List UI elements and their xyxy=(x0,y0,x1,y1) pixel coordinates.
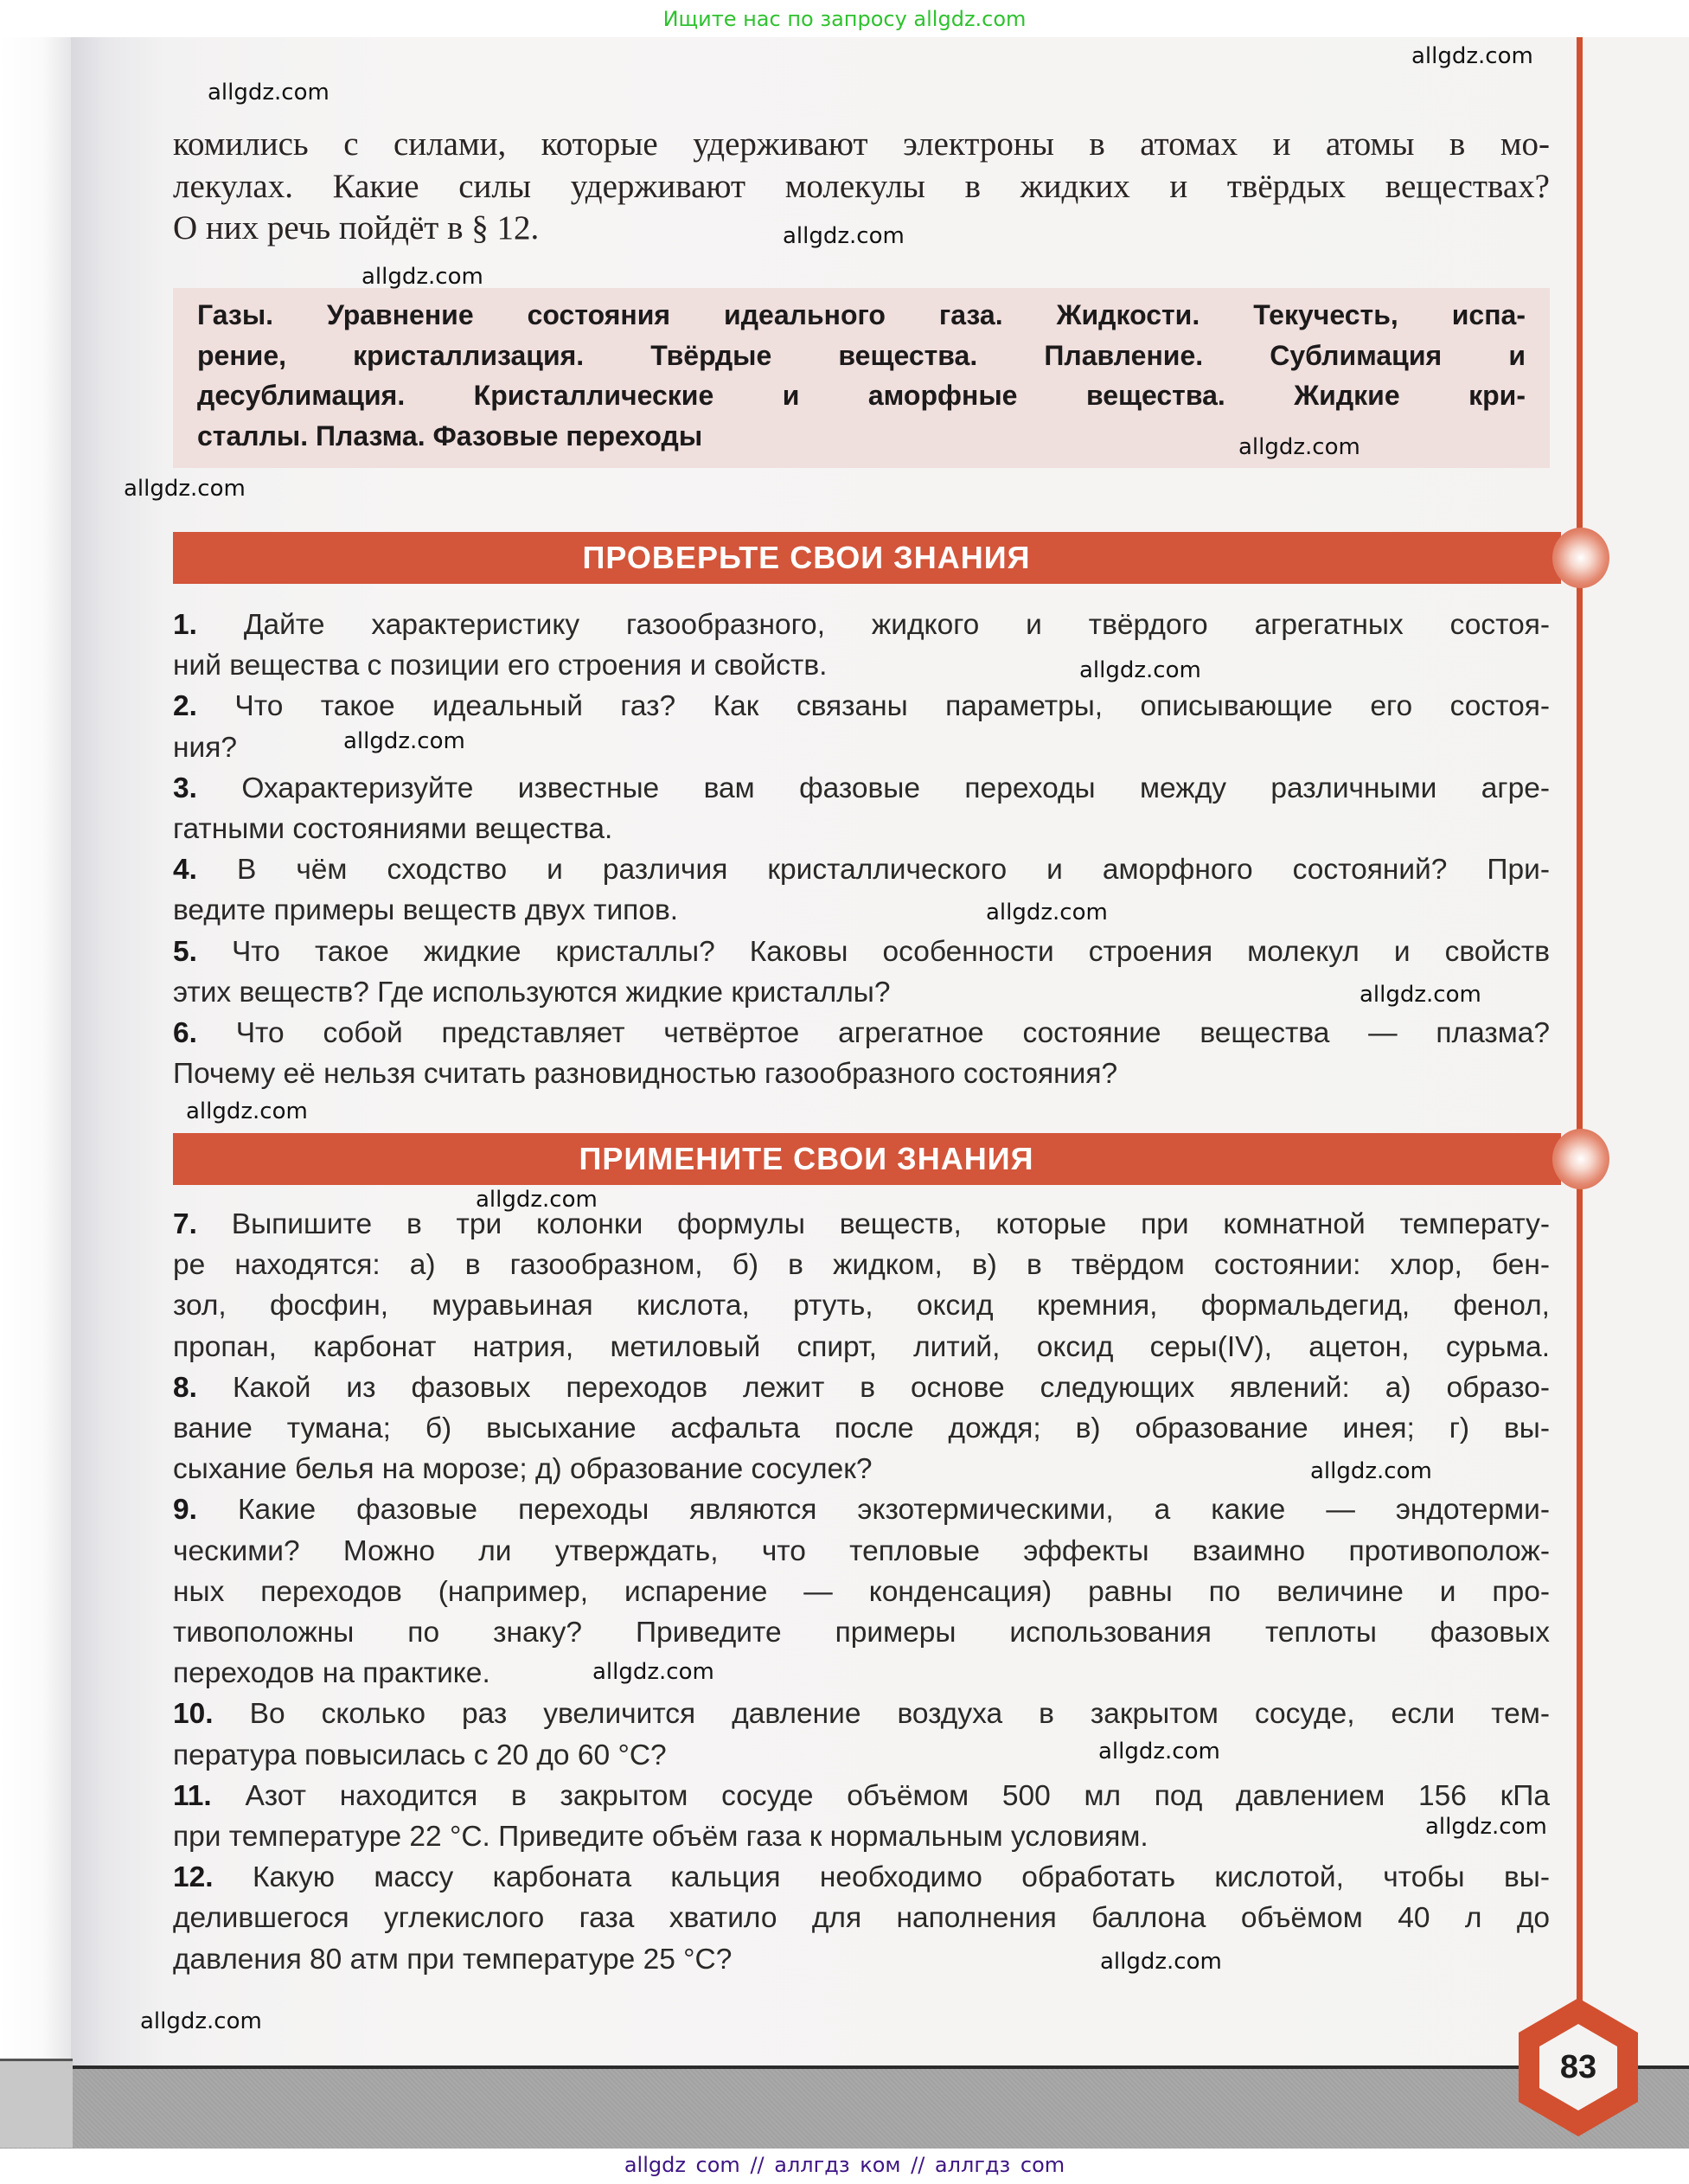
question-text: Охарактеризуйте известные вам фазовые переходы между различными агре- xyxy=(241,772,1550,804)
question-text: Дайте характеристику газообразного, жидкого и твёрдого агрегатных состоя- xyxy=(243,609,1550,641)
question-text: Азот находится в закрытом сосуде объёмом 500 мл под давлением 156 кПа xyxy=(245,1779,1550,1812)
watermark-text: allgdz.com xyxy=(1411,43,1533,69)
question-text: Выпишите в три колонки формулы веществ, которые при комнатной температу- xyxy=(231,1208,1550,1240)
watermark-text: allgdz.com xyxy=(1098,1739,1220,1764)
question-number: 11. xyxy=(173,1779,212,1812)
watermark-text: allgdz.com xyxy=(783,223,905,249)
question-9-cont: ных переходов (например, испарение — конденсация) равны по величине и про- xyxy=(173,1575,1550,1608)
watermark-text: allgdz.com xyxy=(592,1659,714,1685)
watermark-text: allgdz.com xyxy=(343,728,465,754)
page-gutter xyxy=(0,37,71,2070)
question-number: 4. xyxy=(173,854,197,887)
question-number: 6. xyxy=(173,1017,197,1050)
question-number: 8. xyxy=(173,1371,197,1404)
question-number: 5. xyxy=(173,935,197,968)
question-text: Во сколько раз увеличится давление воздуха в закрытом сосуде, если тем- xyxy=(249,1698,1551,1731)
intro-line: лекулах. Какие силы удерживают молекулы в жидких и твёрдых веществах? xyxy=(173,167,1550,205)
question-12-cont: делившегося углекислого газа хватило для наполнения баллона объёмом 40 л до xyxy=(173,1902,1550,1935)
watermark-text: allgdz.com xyxy=(1425,1814,1547,1840)
question-6-cont: Почему её нельзя считать разновидностью газообразного состояния? xyxy=(173,1058,1118,1091)
banner-knob-icon xyxy=(1552,528,1609,588)
question-text: Какой из фазовых переходов лежит в основе следующих явлений: а) образо- xyxy=(232,1371,1550,1404)
bottom-watermark-banner: allgdz com // аллгдз ком // аллгдз com xyxy=(624,2153,1065,2177)
question-4-cont: ведите примеры веществ двух типов. xyxy=(173,894,679,927)
watermark-text: allgdz.com xyxy=(986,900,1108,925)
watermark-text: allgdz.com xyxy=(1100,1949,1222,1975)
question-6 xyxy=(173,1013,1550,1054)
section-title: ПРОВЕРЬТЕ СВОИ ЗНАНИЯ xyxy=(582,540,1031,575)
question-8 xyxy=(173,1367,1550,1408)
watermark-text: allgdz.com xyxy=(361,264,483,290)
question-9-cont: переходов на практике. xyxy=(173,1657,490,1690)
question-1 xyxy=(173,605,1550,645)
question-10-cont: пература повысилась с 20 до 60 °С? xyxy=(173,1739,667,1771)
watermark-text: allgdz.com xyxy=(186,1098,308,1124)
questions-apply-knowledge xyxy=(173,1204,1550,1980)
question-7-cont: пропан, карбонат натрия, метиловый спирт, литий, оксид серы(IV), ацетон, сурьма. xyxy=(173,1330,1550,1363)
question-number: 1. xyxy=(173,609,197,641)
keywords-line: Газы. Уравнение состояния идеального газа. Жидкости. Текучесть, испа- xyxy=(197,299,1526,330)
question-1-cont: ний вещества с позиции его строения и свойств. xyxy=(173,650,828,682)
keywords-line: десублимация. Кристаллические и аморфные вещества. Жидкие кри- xyxy=(197,380,1526,411)
intro-line: комились с силами, которые удерживают электроны в атомах и атомы в мо- xyxy=(173,125,1550,163)
watermark-text: allgdz.com xyxy=(1238,434,1360,460)
question-8-cont: сыхание белья на морозе; д) образование сосулек? xyxy=(173,1453,873,1486)
question-8-cont: вание тумана; б) высыхание асфальта после дождя; в) образование инея; г) вы- xyxy=(173,1412,1550,1445)
question-text: Какие фазовые переходы являются экзотермическими, а какие — эндотерми- xyxy=(237,1494,1550,1527)
keywords-line: сталлы. Плазма. Фазовые переходы xyxy=(197,420,703,452)
page-number-badge xyxy=(1515,1996,1641,2138)
question-11 xyxy=(173,1776,1550,1816)
watermark-text: allgdz.com xyxy=(140,2008,262,2034)
question-5 xyxy=(173,932,1550,972)
question-7-cont: ре находятся: а) в газообразном, б) в жидком, в) в твёрдом состоянии: хлор, бен- xyxy=(173,1249,1550,1282)
question-text: Что такое жидкие кристаллы? Каковы особенности строения молекул и свойств xyxy=(231,935,1550,968)
question-5-cont: этих веществ? Где используются жидкие кристаллы? xyxy=(173,976,891,1009)
question-9-cont: тивоположны по знаку? Приведите примеры использования теплоты фазовых xyxy=(173,1617,1550,1649)
watermark-text: allgdz.com xyxy=(124,476,246,502)
watermark-text: allgdz.com xyxy=(476,1187,598,1213)
questions-check-knowledge xyxy=(173,605,1550,1094)
intro-line: О них речь пойдёт в § 12. xyxy=(173,209,540,247)
question-number: 3. xyxy=(173,772,197,804)
section-banner-check-knowledge xyxy=(173,532,1561,584)
question-number: 10. xyxy=(173,1698,214,1731)
section-title: ПРИМЕНИТЕ СВОИ ЗНАНИЯ xyxy=(579,1141,1034,1176)
question-9 xyxy=(173,1489,1550,1530)
question-text: Что собой представляет четвёртое агрегатное состояние вещества — плазма? xyxy=(235,1017,1550,1050)
question-12-cont: давления 80 атм при температуре 25 °С? xyxy=(173,1943,733,1976)
question-number: 7. xyxy=(173,1208,197,1240)
question-text: В чём сходство и различия кристаллического и аморфного состояний? При- xyxy=(236,854,1550,887)
question-text: Какую массу карбоната кальция необходимо обработать кислотой, чтобы вы- xyxy=(252,1861,1550,1894)
margin-rule xyxy=(1577,37,1583,2009)
question-number: 12. xyxy=(173,1861,214,1894)
question-11-cont: при температуре 22 °С. Приведите объём газа к нормальным условиям. xyxy=(173,1821,1148,1854)
page-bottom-edge xyxy=(0,2066,1689,2149)
watermark-text: allgdz.com xyxy=(208,80,329,106)
question-10 xyxy=(173,1694,1550,1734)
question-2 xyxy=(173,686,1550,727)
watermark-text: allgdz.com xyxy=(1079,657,1201,683)
page-bottom-edge-left xyxy=(0,2059,73,2148)
question-text: Что такое идеальный газ? Как связаны параметры, описывающие его состоя- xyxy=(234,690,1550,723)
top-watermark-banner: Ищите нас по запросу allgdz.com xyxy=(662,7,1027,31)
question-2-cont: ния? xyxy=(173,731,237,764)
section-banner-apply-knowledge xyxy=(173,1133,1561,1185)
question-3 xyxy=(173,768,1550,809)
watermark-text: allgdz.com xyxy=(1360,982,1481,1008)
question-number: 9. xyxy=(173,1494,197,1527)
question-7-cont: зол, фосфин, муравьиная кислота, ртуть, оксид кремния, формальдегид, фенол, xyxy=(173,1290,1550,1323)
question-number: 2. xyxy=(173,690,197,723)
page-number: 83 xyxy=(1559,2049,1597,2085)
question-7 xyxy=(173,1204,1550,1245)
watermark-text: allgdz.com xyxy=(1310,1458,1432,1484)
keywords-line: рение, кристаллизация. Твёрдые вещества. Плавление. Сублимация и xyxy=(197,339,1526,371)
question-4 xyxy=(173,849,1550,890)
question-9-cont: ческими? Можно ли утверждать, что тепловые эффекты взаимно противополож- xyxy=(173,1534,1550,1567)
question-3-cont: гатными состояниями вещества. xyxy=(173,813,613,846)
banner-knob-icon xyxy=(1552,1129,1609,1189)
question-12 xyxy=(173,1857,1550,1898)
